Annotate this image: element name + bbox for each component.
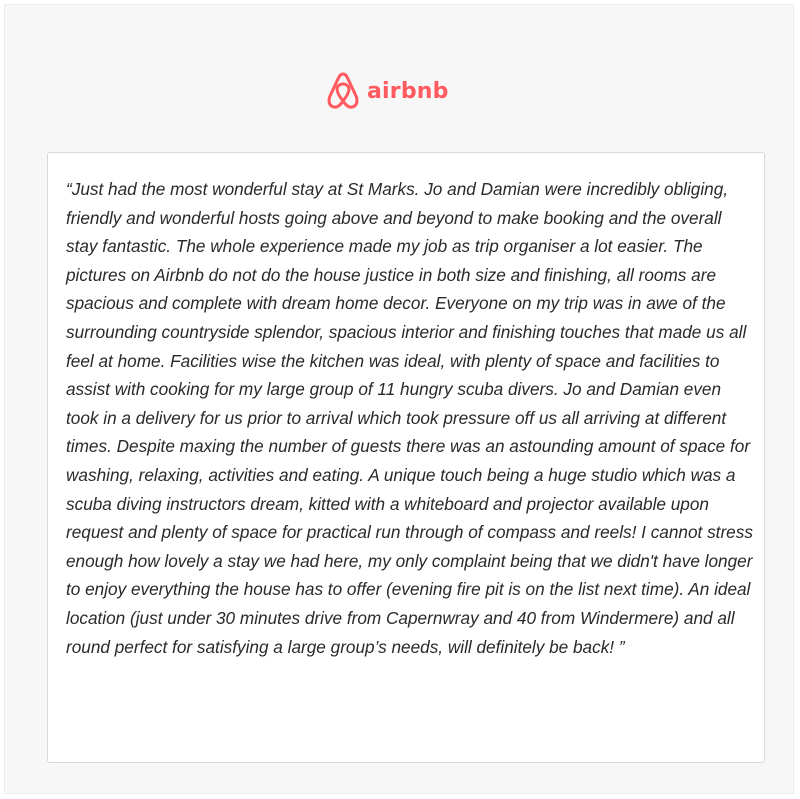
brand-name: airbnb — [367, 78, 449, 104]
airbnb-logo — [325, 69, 449, 113]
airbnb-belo-icon — [325, 71, 361, 111]
review-text: “Just had the most wonderful stay at St Marks. Jo and Damian were incredibly obliging, friendly and wonderful hosts going above and beyond to make booking and the overall stay fantastic. The whole experience made my job as trip organiser a lot easier. The pictures on Airbnb do not do the house justice in both size and finishing, all rooms are spacious and complete with dream home decor. Everyone on my trip was in awe of the surrounding countryside splendor, spacious interior and finishing touches that made us all feel at home. Facilities wise the kitchen was ideal, with plenty of space and facilities to assist with cooking for my large group of 11 hungry scuba divers. Jo and Damian even took in a delivery for us prior to arrival which took pressure off us all arriving at different times. Despite maxing the number of guests there was an astounding amount of space for washing, relaxing, activities and eating. A unique touch being a huge studio which was a scuba diving instructors dream, kitted with a whiteboard and projector available upon request and plenty of space for practical run through of compass and reels! I cannot stress enough how lovely a stay we had here, my only complaint being that we didn't have longer to enjoy everything the house has to offer (evening fire pit is on the list next time). An ideal location (just under 30 minutes drive from Capernwray and 40 from Windermere) and all round perfect for satisfying a large group’s needs, will definitely be back! ” — [66, 179, 753, 657]
testimonial-frame — [4, 4, 794, 794]
review-card — [47, 152, 765, 763]
